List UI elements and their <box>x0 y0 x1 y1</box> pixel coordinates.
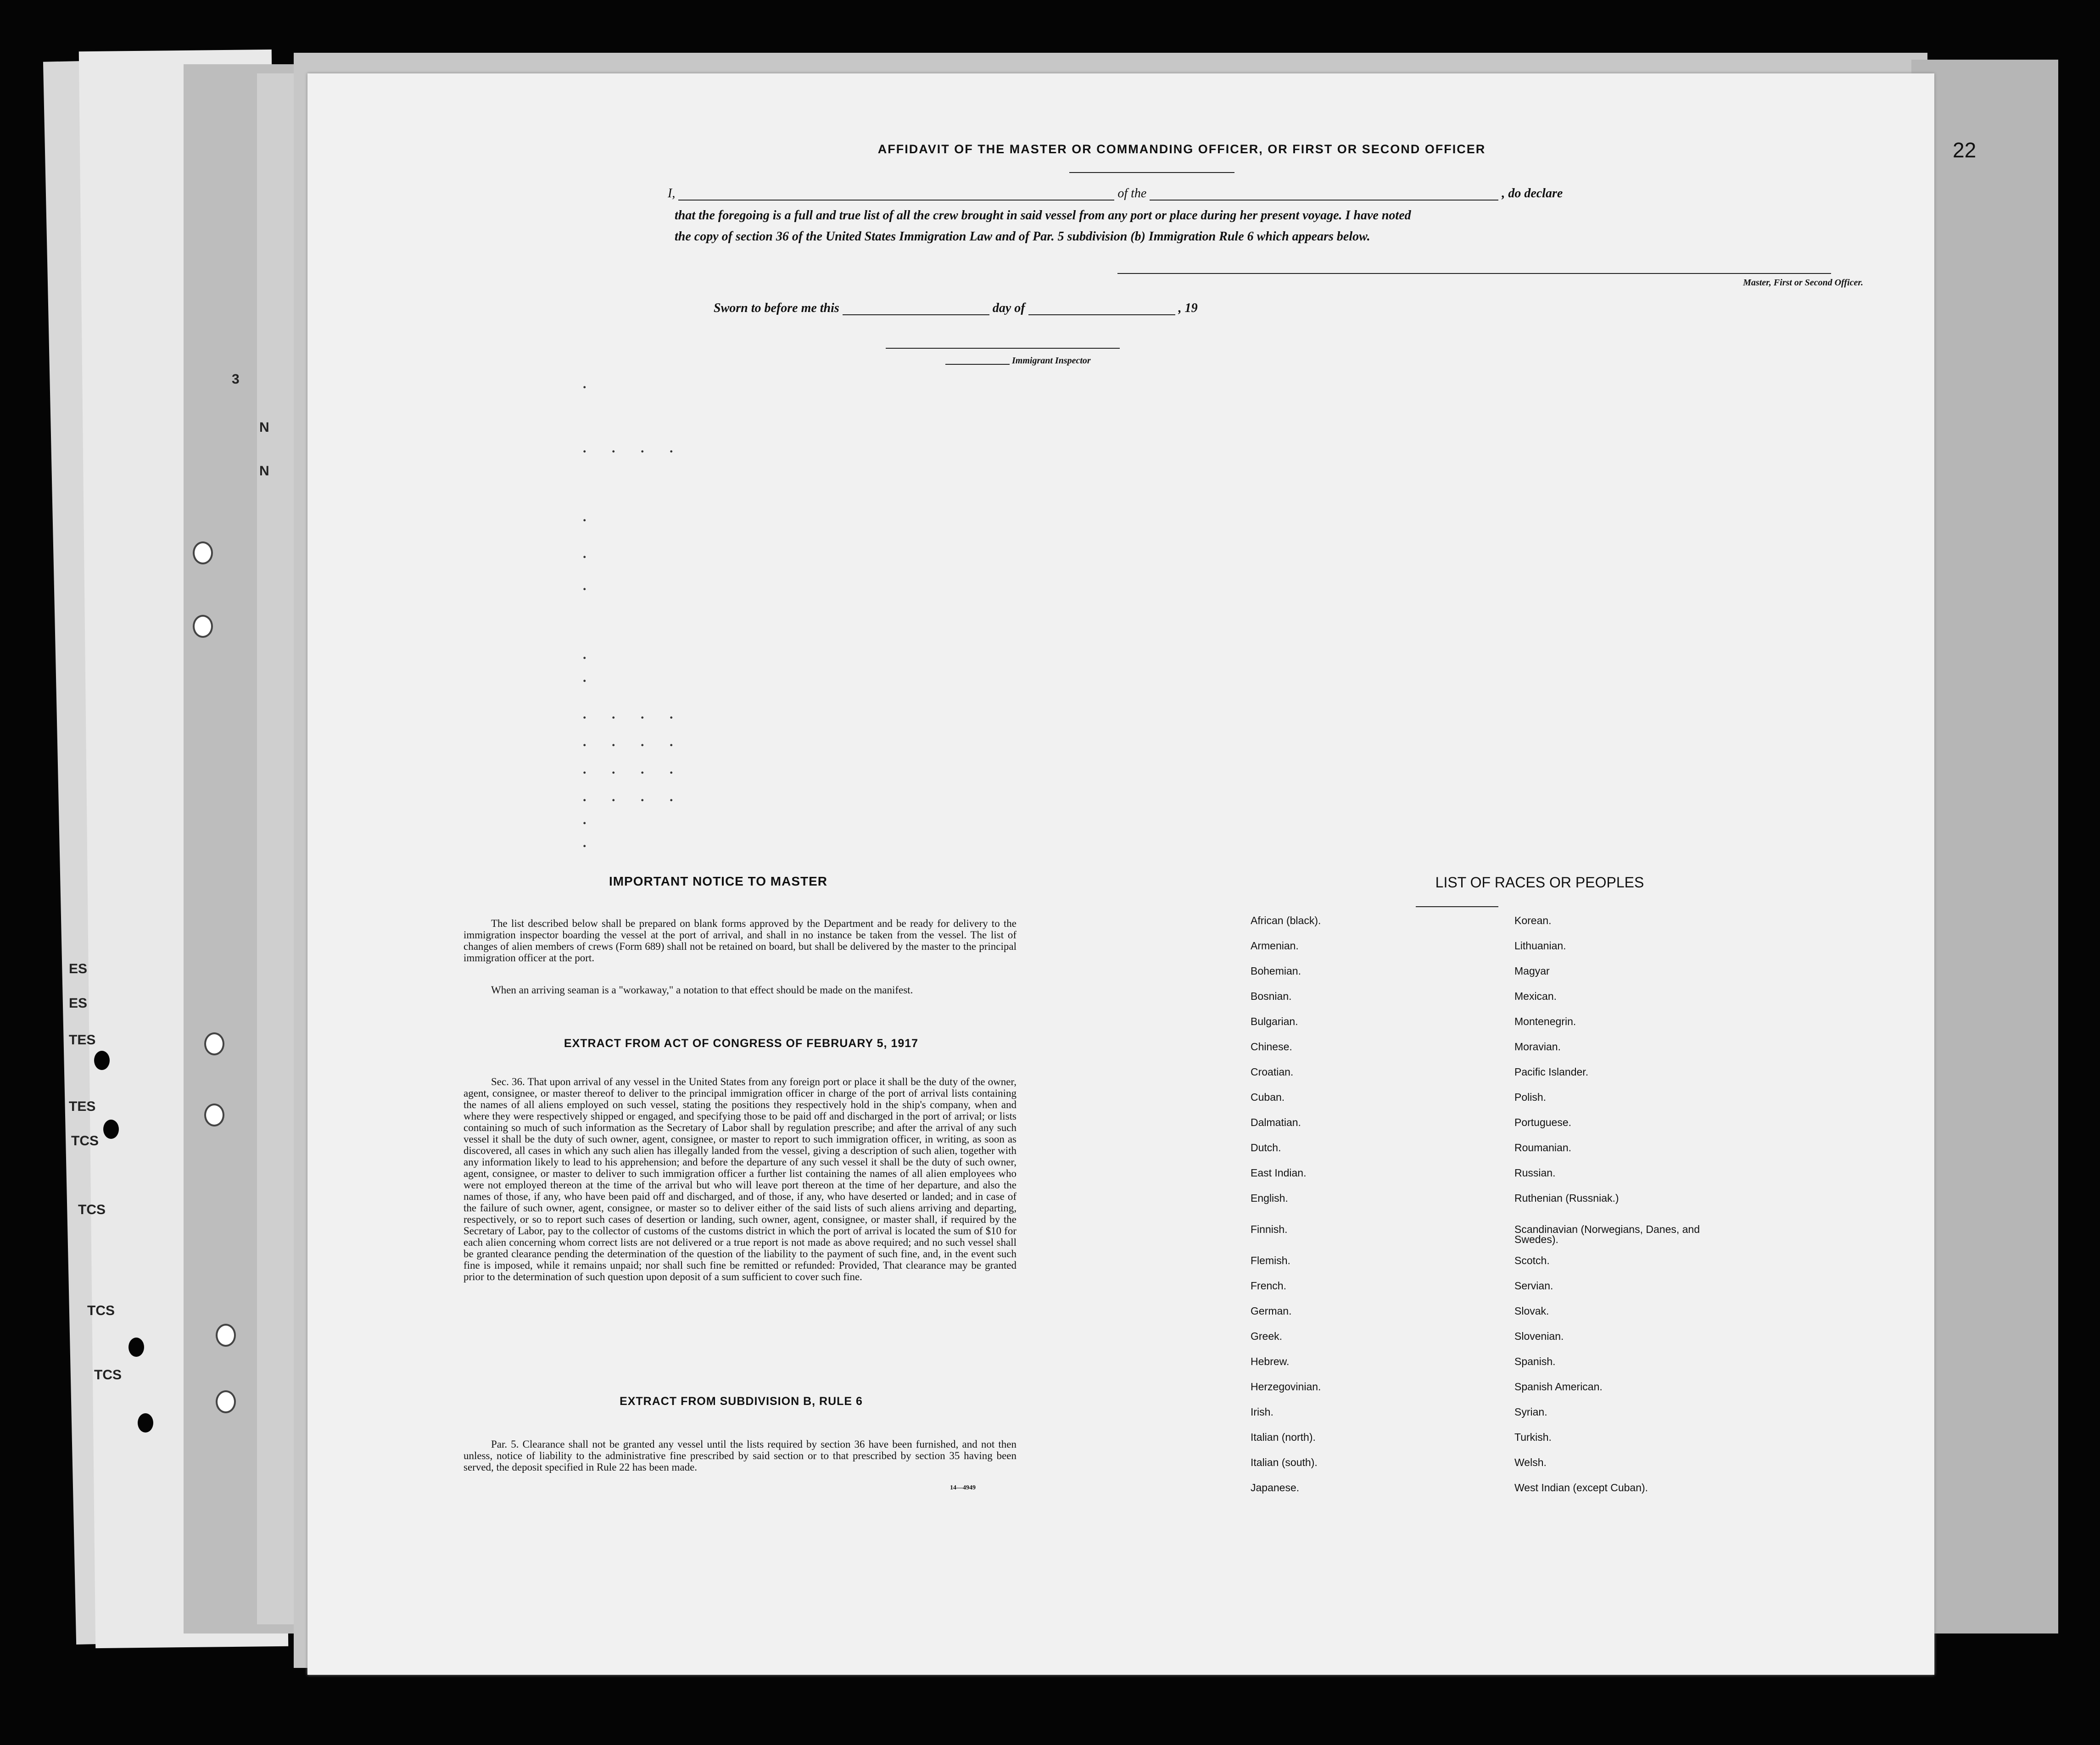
race-item: Finnish. <box>1251 1223 1288 1235</box>
edge-mark: N <box>259 420 269 435</box>
race-item: Dutch. <box>1251 1142 1281 1154</box>
affidavit-line3: the copy of section 36 of the United States Immigration Law and of Par. 5 subdivision (b) Immigration Rule 6 which appears below. <box>675 229 1370 244</box>
sworn-line <box>714 298 1586 318</box>
day-blank <box>843 303 989 315</box>
race-item: Slovak. <box>1514 1305 1549 1317</box>
affidavit-line2: that the foregoing is a full and true list of all the crew brought in said vessel from any port or place during her present voyage. I have noted <box>675 208 1411 223</box>
race-item: Bosnian. <box>1251 990 1292 1002</box>
race-item: Magyar <box>1514 965 1550 977</box>
race-item: Welsh. <box>1514 1456 1547 1468</box>
race-item: Mexican. <box>1514 990 1557 1002</box>
notice-paragraph: The list described below shall be prepared on blank forms approved by the Department and be ready for delivery to the immigration inspector boarding the vessel at the port of arrival, and shall in no instance be taken from the vessel. The list of changes of alien members of crews (Form 689) shall not be retained on board, but shall be delivered by the master to the principal immigration officer at the port. <box>464 918 1016 964</box>
sworn-year: , 19 <box>1178 301 1198 315</box>
page-number: 22 <box>1953 138 1977 162</box>
bleed-dots: . . . . <box>583 734 684 749</box>
sworn-day-of: day of <box>992 301 1025 315</box>
edge-mark: TCS <box>71 1133 99 1148</box>
race-item: Pacific Islander. <box>1514 1066 1589 1078</box>
bleed-dots: . <box>583 578 598 593</box>
race-item: Bulgarian. <box>1251 1015 1298 1027</box>
notice-paragraph: When an arriving seaman is a "workaway," a notation to that effect should be made on the manifest. <box>491 984 913 996</box>
race-item: African (black). <box>1251 914 1321 926</box>
bleed-dots: . . . . <box>583 789 684 804</box>
race-item: Italian (north). <box>1251 1431 1316 1443</box>
race-item: Lithuanian. <box>1514 940 1566 952</box>
race-item: Syrian. <box>1514 1406 1547 1418</box>
punch-hole <box>193 615 213 638</box>
race-item: Flemish. <box>1251 1254 1290 1266</box>
race-item: Ruthenian (Russniak.) <box>1514 1192 1619 1204</box>
race-item: Servian. <box>1514 1280 1553 1292</box>
edge-mark: TCS <box>78 1202 106 1217</box>
race-item: Scandinavian (Norwegians, Danes, and Swedes). <box>1514 1223 1700 1245</box>
race-item: Cuban. <box>1251 1091 1285 1103</box>
form-number: 14—4949 <box>950 1484 976 1491</box>
race-item: Scotch. <box>1514 1254 1550 1266</box>
race-item: German. <box>1251 1305 1292 1317</box>
race-item: Korean. <box>1514 914 1552 926</box>
race-item: Moravian. <box>1514 1041 1561 1053</box>
punch-hole <box>193 541 213 564</box>
race-item: Hebrew. <box>1251 1355 1290 1367</box>
race-item: West Indian (except Cuban). <box>1514 1482 1648 1494</box>
month-blank <box>1028 303 1175 315</box>
edge-mark: TES <box>69 1032 96 1048</box>
name-blank <box>678 189 1114 201</box>
extract-rule-text: Par. 5. Clearance shall not be granted any vessel until the lists required by section 36 have been furnished, and not then unless, notice of liability to the administrative fine prescribed by said section or to that prescribed by section 35 having been served, the deposit specified in Rule 22 has been made. <box>464 1438 1016 1473</box>
extract-act-title: EXTRACT FROM ACT OF CONGRESS OF FEBRUARY 5, 1917 <box>564 1037 919 1050</box>
races-title: LIST OF RACES OR PEOPLES <box>1435 874 1644 891</box>
inspector-blank <box>945 357 1010 365</box>
race-item: Italian (south). <box>1251 1456 1318 1468</box>
affidavit-line1 <box>668 184 1870 204</box>
bleed-dots: . <box>583 812 598 827</box>
bleed-dots: . . . . <box>583 762 684 777</box>
bleed-dots: . <box>583 509 598 524</box>
punch-dot <box>138 1413 153 1433</box>
race-item: East Indian. <box>1251 1167 1307 1179</box>
affidavit-prefix: I, <box>668 186 676 201</box>
punch-dot <box>103 1120 119 1139</box>
race-item: Portuguese. <box>1514 1116 1572 1128</box>
bleed-dots: . <box>583 835 598 850</box>
punch-hole <box>204 1032 224 1055</box>
bleed-dots: . <box>583 376 598 391</box>
notice-title: IMPORTANT NOTICE TO MASTER <box>609 874 828 888</box>
race-item: Turkish. <box>1514 1431 1552 1443</box>
race-item: Armenian. <box>1251 940 1299 952</box>
punch-hole <box>204 1104 224 1126</box>
punch-hole <box>216 1324 236 1347</box>
document-page <box>307 73 1934 1675</box>
race-item: Montenegrin. <box>1514 1015 1576 1027</box>
inspector-caption <box>945 356 1129 366</box>
race-item: Chinese. <box>1251 1041 1292 1053</box>
race-item: Slovenian. <box>1514 1330 1564 1342</box>
extract-rule-title: EXTRACT FROM SUBDIVISION B, RULE 6 <box>620 1395 863 1408</box>
race-item: Bohemian. <box>1251 965 1301 977</box>
punch-dot <box>94 1051 110 1070</box>
affidavit-of-the: of the <box>1117 186 1147 201</box>
race-item: Dalmatian. <box>1251 1116 1301 1128</box>
edge-mark: TCS <box>94 1367 122 1383</box>
punch-dot <box>128 1338 144 1357</box>
bleed-dots: . <box>583 647 598 662</box>
affidavit-declare: , do declare <box>1502 186 1563 201</box>
inspector-line <box>886 348 1120 349</box>
edge-mark: ES <box>69 996 88 1011</box>
race-item: French. <box>1251 1280 1286 1292</box>
affidavit-title: AFFIDAVIT OF THE MASTER OR COMMANDING OFFICER, OR FIRST OR SECOND OFFICER <box>877 142 1486 156</box>
edge-mark: N <box>259 463 269 479</box>
extract-act-text: Sec. 36. That upon arrival of any vessel in the United States from any foreign port or place it shall be the duty of the owner, agent, consignee, or master thereof to deliver to the principal immigration officer in charge of the port of arrival lists containing the names of all aliens employed on such vessel, stating the positions they respectively hold in the ship's company, when and where they were respectively shipped or engaged, and specifying those to be paid off and discharged in the port of arrival; or lists containing so much of such information as the Secretary of Labor shall by regulation prescribe; and after the arrival of any such vessel it shall be the duty of such owner, agent, consignee, or master to report to such immigration officer, in writing, as soon as discovered, all cases in which any such alien has illegally landed from the vessel, giving a description of such alien, together with any information likely to lead to his apprehension; and before the departure of any such vessel it shall be the duty of such owner, agent, consignee, or master to deliver to such immigration officer a further list containing the names of all alien employees who were not employed thereon at the time of the arrival but who will leave port thereon at the time of her departure, and also the names of those, if any, who have been paid off and discharged, and of those, if any, who have deserted or landed; and in case of the failure of such owner, agent, consignee, or master so to deliver either of the said lists of such aliens arriving and departing, respectively, or so to report such cases of desertion or landing, such owner, agent, consignee, or master shall, if required by the Secretary of Labor, pay to the collector of customs of the customs district in which the port of arrival is located the sum of $10 for each alien concerning whom correct lists are not delivered or a true report is not made as above required; and no such vessel shall be granted clearance pending the determination of the question of the liability to the payment of such fine, and, in the event such fine is imposed, while it remains unpaid; nor shall such fine be remitted or refunded: Provided, That clearance may be granted prior to the determination of such question upon deposit of a sum sufficient to cover such fine. <box>464 1076 1016 1282</box>
vessel-blank <box>1150 189 1498 201</box>
divider <box>1069 172 1234 173</box>
bleed-dots: . . . . <box>583 707 684 722</box>
race-item: Russian. <box>1514 1167 1556 1179</box>
race-item: English. <box>1251 1192 1288 1204</box>
edge-mark: 3 <box>232 372 240 387</box>
race-item: Spanish American. <box>1514 1381 1603 1393</box>
edge-mark: TES <box>69 1099 96 1114</box>
inspector-caption-text: Immigrant Inspector <box>1012 356 1091 366</box>
bleed-dots: . <box>583 546 598 561</box>
punch-hole <box>216 1390 236 1413</box>
edge-mark: TCS <box>87 1303 115 1318</box>
race-item: Herzegovinian. <box>1251 1381 1321 1393</box>
bleed-dots: . . . . <box>583 440 684 456</box>
race-item: Greek. <box>1251 1330 1283 1342</box>
race-item: Croatian. <box>1251 1066 1294 1078</box>
signature-caption: Master, First or Second Officer. <box>1743 278 1863 288</box>
sworn-prefix: Sworn to before me this <box>714 301 839 315</box>
signature-line <box>1117 273 1831 274</box>
divider <box>1416 906 1498 907</box>
race-item: Irish. <box>1251 1406 1273 1418</box>
race-item: Japanese. <box>1251 1482 1300 1494</box>
race-item: Spanish. <box>1514 1355 1556 1367</box>
bleed-dots: . <box>583 670 598 685</box>
race-item: Roumanian. <box>1514 1142 1572 1154</box>
race-item: Polish. <box>1514 1091 1547 1103</box>
edge-mark: ES <box>69 961 88 976</box>
